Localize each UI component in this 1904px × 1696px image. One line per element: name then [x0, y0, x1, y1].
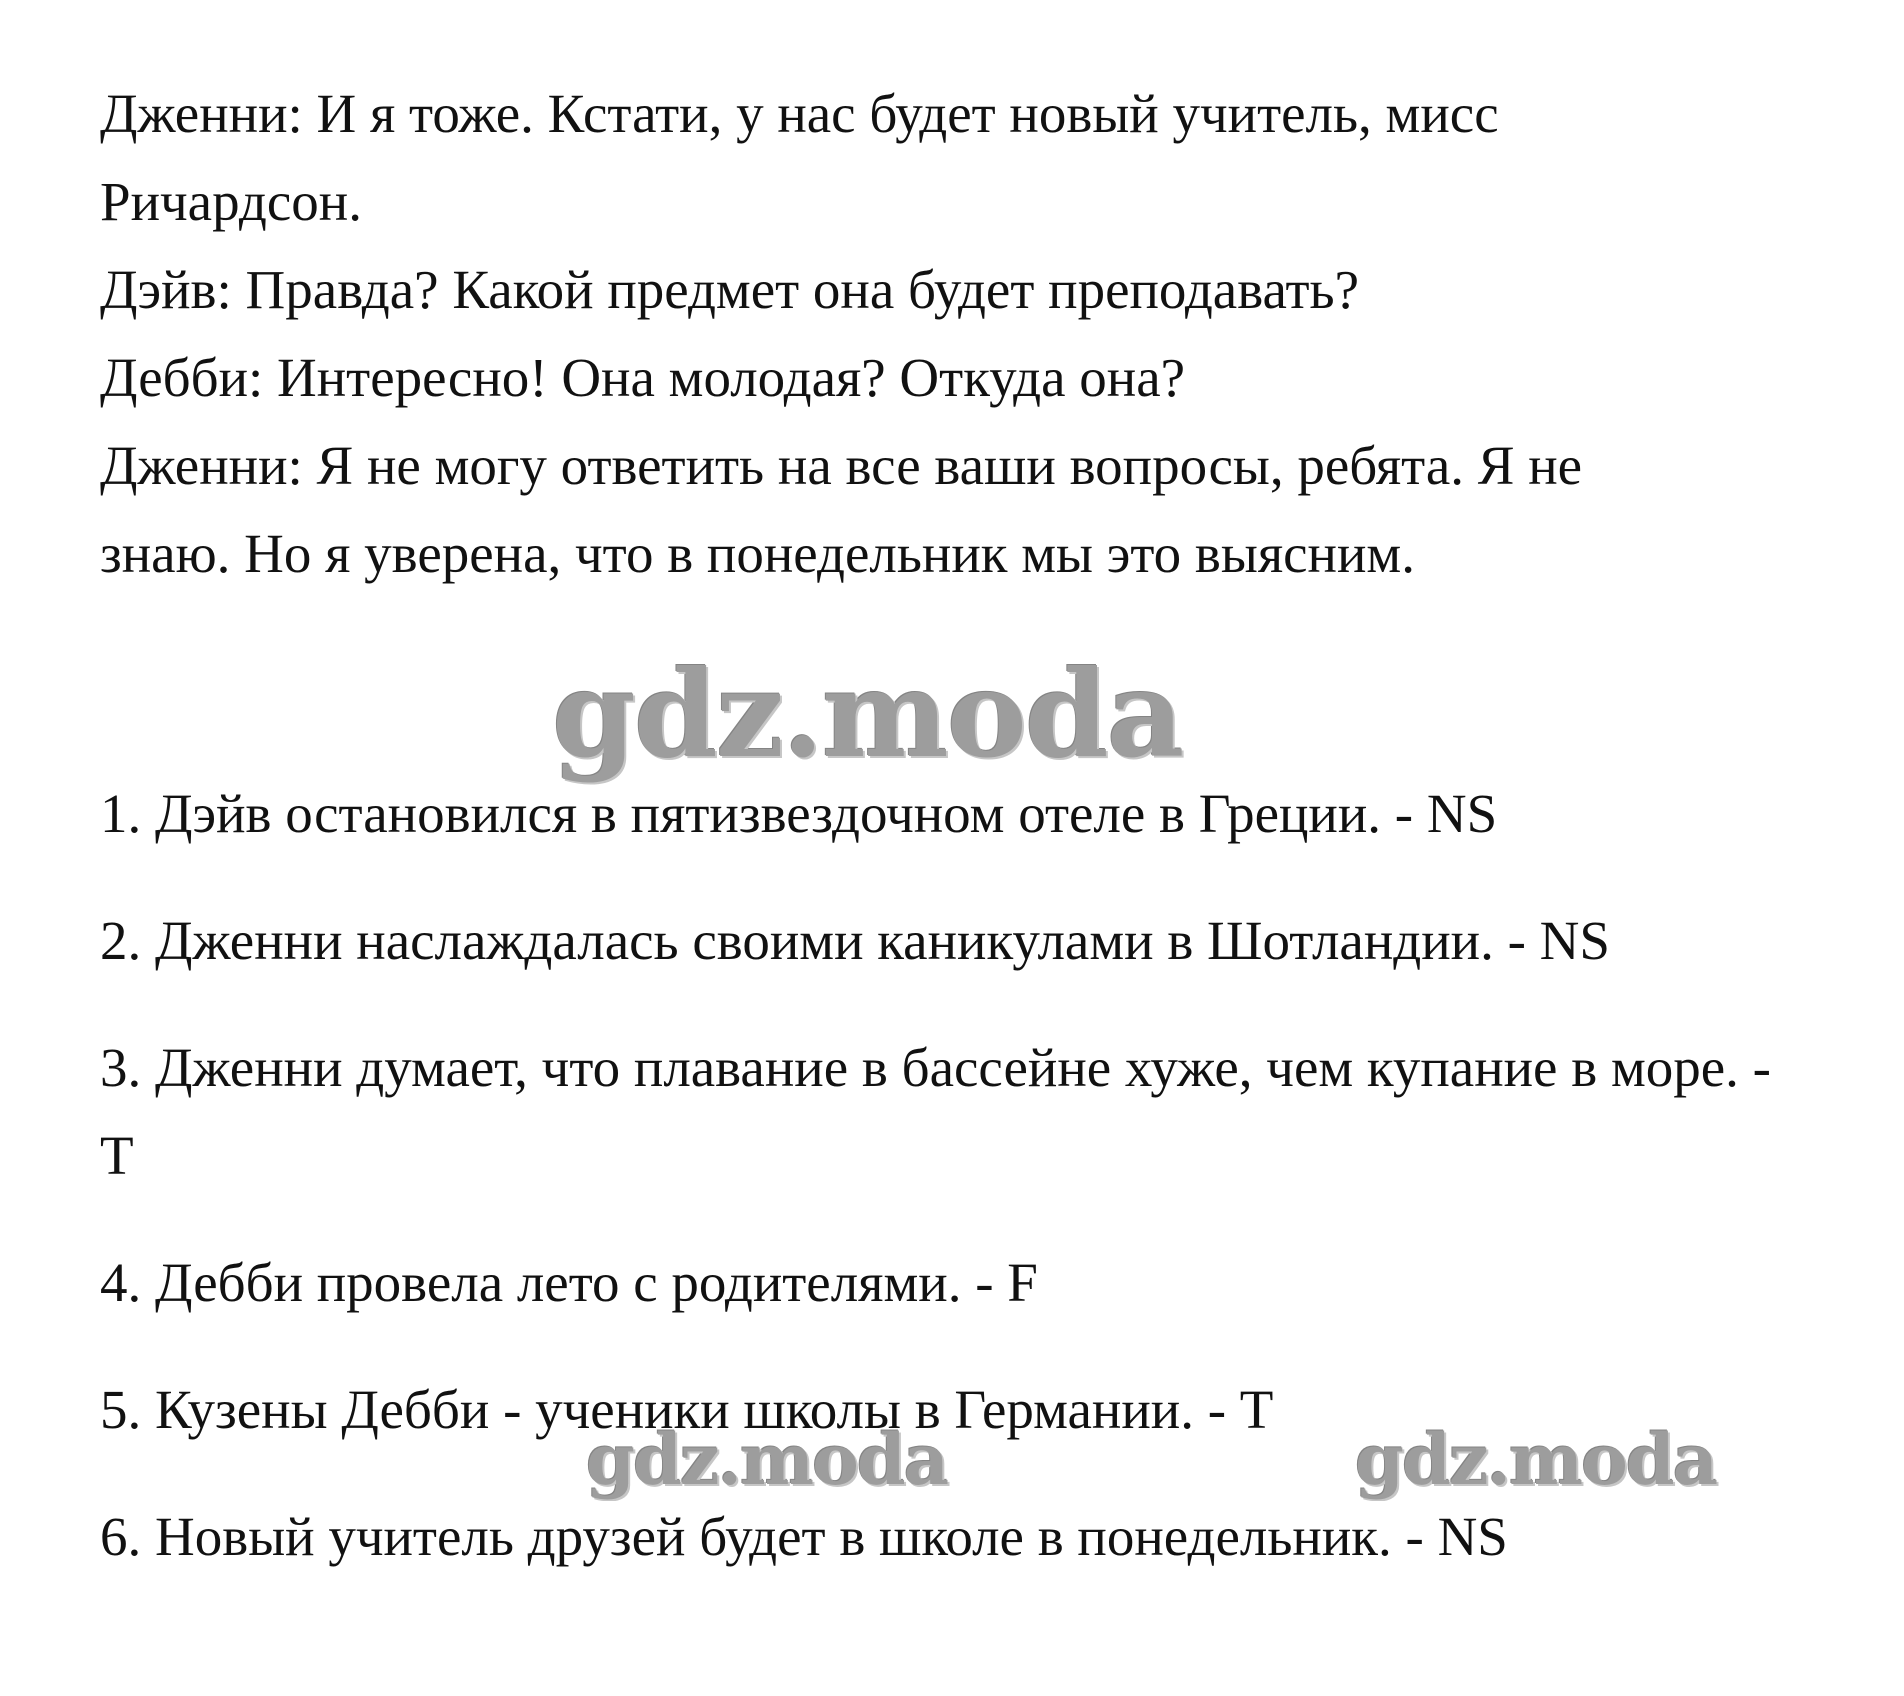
answer-item: 4. Дебби провела лето с родителями. - F [100, 1252, 1038, 1313]
watermark-logo: gdz.moda [1355, 1418, 1717, 1501]
dialogue-line: Дэйв: Правда? Какой предмет она будет преподавать? [100, 259, 1359, 320]
dialogue-line: знаю. Но я уверена, что в понедельник мы это выясним. [100, 523, 1415, 584]
watermark-logo: gdz.moda [586, 1418, 948, 1501]
dialogue-line: Дженни: И я тоже. Кстати, у нас будет новый учитель, мисс [100, 83, 1499, 144]
dialogue-line: Дженни: Я не могу ответить на все ваши вопросы, ребята. Я не [100, 435, 1583, 496]
answer-item: 1. Дэйв остановился в пятизвездочном отеле в Греции. - NS [100, 783, 1498, 844]
dialogue-block [100, 70, 1800, 598]
answer-item: 3. Дженни думает, что плавание в бассейне хуже, чем купание в море. - T [100, 1037, 1771, 1186]
answer-item: 5. Кузены Дебби - ученики школы в Германии. - T [100, 1379, 1274, 1440]
answer-item: 2. Дженни наслаждалась своими каникулами в Шотландии. - NS [100, 910, 1610, 971]
watermark-logo: gdz.moda [552, 644, 1183, 785]
dialogue-line: Дебби: Интересно! Она молодая? Откуда она? [100, 347, 1186, 408]
dialogue-line: Ричардсон. [100, 171, 362, 232]
answer-item: 6. Новый учитель друзей будет в школе в понедельник. - NS [100, 1506, 1508, 1567]
